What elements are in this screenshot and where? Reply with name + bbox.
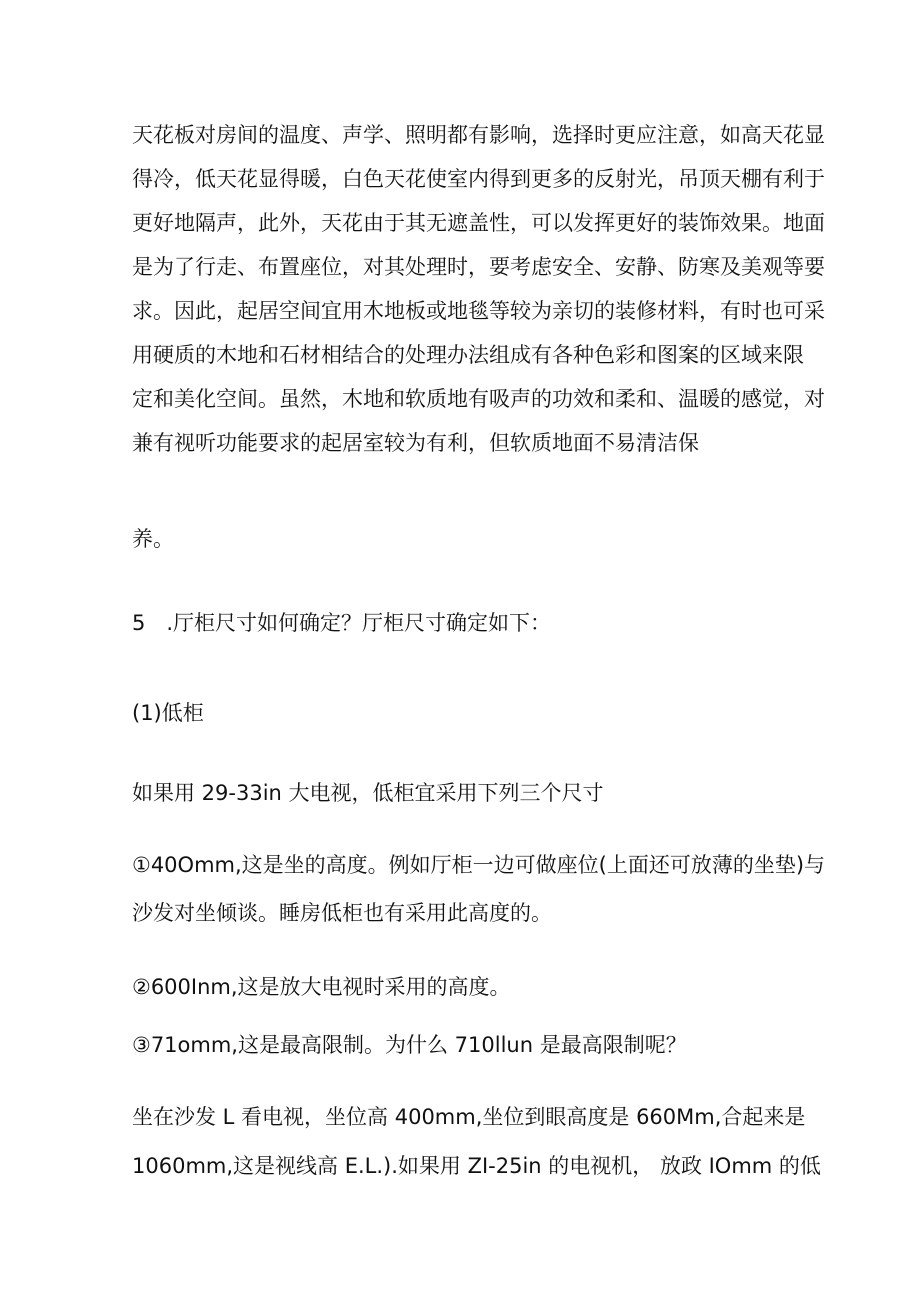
list-item-1-line: ①40Omm,这是坐的高度。例如厅柜一边可做座位(上面还可放薄的坐垫)与 (132, 853, 826, 877)
paragraph-tail: 养。 (132, 527, 174, 551)
question-heading: 5 .厅柜尺寸如何确定？厅柜尺寸确定如下： (132, 611, 552, 635)
list-item-2: ②600Inm,这是放大电视时采用的高度。 (132, 975, 511, 999)
paragraph-line: 求。因此，起居空间宜用木地板或地毯等较为亲切的装修材料，有时也可采 (132, 299, 825, 323)
subheading: (1)低柜 (132, 701, 204, 725)
paragraph-line: 得冷，低天花显得暖，白色天花使室内得到更多的反射光，吊顶天棚有利于 (132, 167, 825, 191)
list-item-3: ③71omm,这是最高限制。为什么 710llun 是最高限制呢？ (132, 1033, 687, 1057)
list-item-1-line: 沙发对坐倾谈。睡房低柜也有采用此高度的。 (132, 901, 552, 925)
paragraph-line: 更好地隔声，此外，天花由于其无遮盖性，可以发挥更好的装饰效果。地面 (132, 211, 825, 235)
paragraph-line: 是为了行走、布置座位，对其处理时，要考虑安全、安静、防寒及美观等要 (132, 255, 825, 279)
paragraph-line: 兼有视听功能要求的起居室较为有利，但软质地面不易清洁保 (132, 431, 699, 455)
explanation-line: 坐在沙发 L 看电视，坐位高 400mm,坐位到眼高度是 660Mm,合起来是 (132, 1105, 806, 1129)
explanation-line: 1060mm,这是视线高 E.L.).如果用 ZI-25in 的电视机， 放政 IOmm 的低 (132, 1154, 821, 1178)
tv-note: 如果用 29-33in 大电视，低柜宜采用下列三个尺寸 (132, 781, 604, 805)
paragraph-line: 天花板对房间的温度、声学、照明都有影响，选择时更应注意，如高天花显 (132, 123, 825, 147)
paragraph-line: 定和美化空间。虽然，木地和软质地有吸声的功效和柔和、温暖的感觉，对 (132, 387, 825, 411)
paragraph-line: 用硬质的木地和石材相结合的处理办法组成有各种色彩和图案的区域来限 (132, 343, 804, 367)
